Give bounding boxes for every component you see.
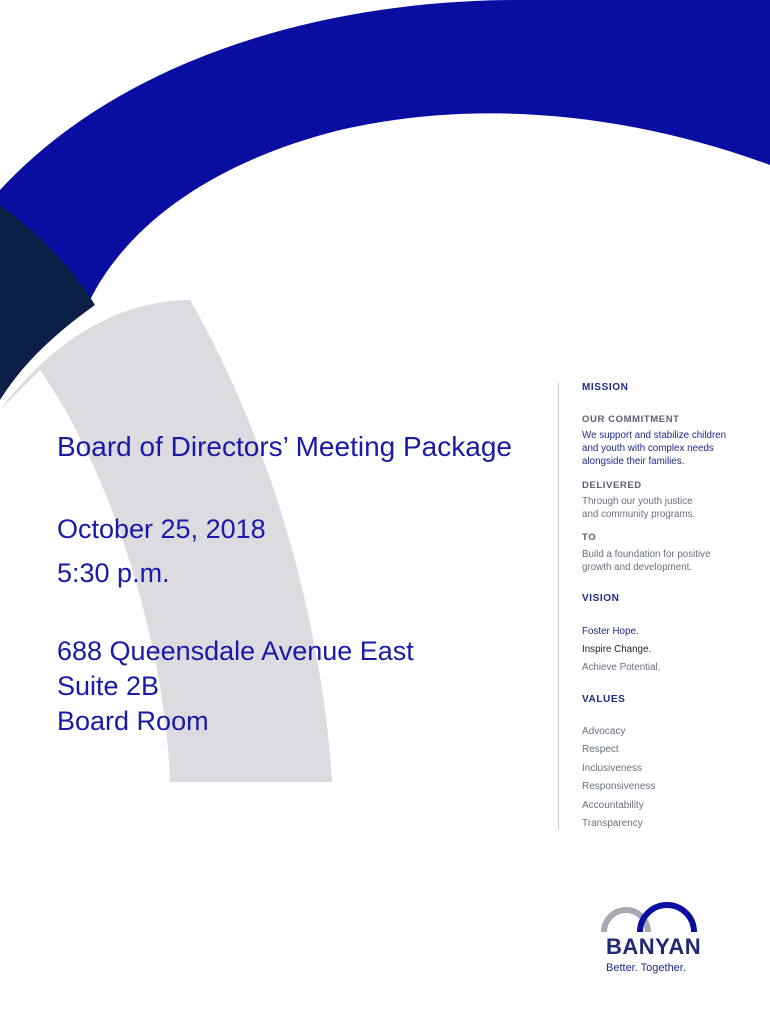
to-line: growth and development. — [582, 562, 693, 573]
delivered-line: Through our youth justice — [582, 496, 693, 507]
blue-arc-band — [0, 0, 770, 300]
logo-wordmark: BANYAN — [606, 934, 702, 959]
delivered-text — [582, 495, 762, 521]
sidebar-divider — [558, 382, 559, 830]
to-heading: TO — [582, 532, 597, 543]
value-item: Inclusiveness — [582, 763, 643, 774]
commitment-line: and youth with complex needs — [582, 443, 714, 454]
mission-heading: MISSION — [582, 382, 629, 393]
address-line-3: Board Room — [57, 706, 209, 736]
meeting-time: 5:30 p.m. — [57, 558, 170, 588]
commitment-text — [582, 429, 762, 468]
value-item: Respect — [582, 744, 619, 755]
vision-item: Achieve Potential. — [582, 662, 661, 673]
to-line: Build a foundation for positive — [582, 549, 711, 560]
commitment-heading: OUR COMMITMENT — [582, 414, 680, 425]
vision-item: Foster Hope. — [582, 626, 639, 637]
meeting-date: October 25, 2018 — [57, 514, 266, 544]
delivered-heading: DELIVERED — [582, 480, 642, 491]
vision-heading: VISION — [582, 593, 620, 604]
value-item: Transparency — [582, 818, 643, 829]
delivered-line: and community programs. — [582, 509, 696, 520]
value-item: Advocacy — [582, 726, 626, 737]
document-title: Board of Directors’ Meeting Package — [57, 431, 512, 462]
value-item: Accountability — [582, 800, 644, 811]
commitment-line: alongside their families. — [582, 456, 685, 467]
commitment-line: We support and stabilize children — [582, 430, 727, 441]
to-text — [582, 548, 762, 574]
address-line-1: 688 Queensdale Avenue East — [57, 636, 414, 666]
address-line-2: Suite 2B — [57, 671, 160, 701]
value-item: Responsiveness — [582, 781, 656, 792]
logo-tagline: Better. Together. — [606, 962, 686, 974]
vision-item: Inspire Change. — [582, 644, 652, 655]
values-heading: VALUES — [582, 694, 626, 705]
